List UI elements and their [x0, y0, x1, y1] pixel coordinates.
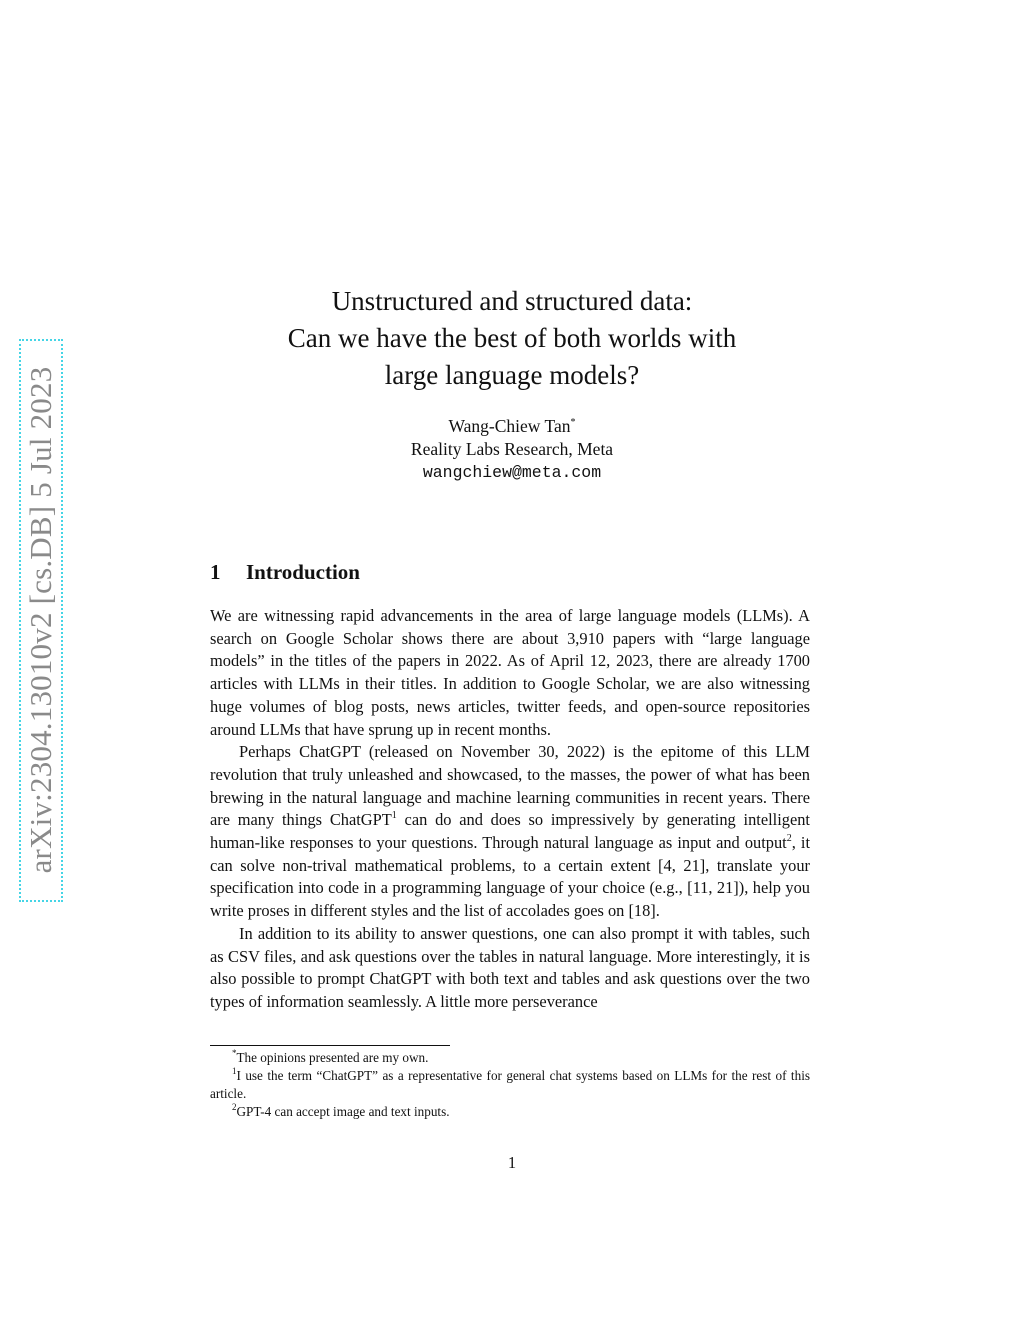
paragraph-2-part-1: Perhaps ChatGPT (released on November 30, 2022) is the epitome of this LLM revolution that truly unleashed and showcased, to the masses, the power of what has been brewing in the natural language and machine learning communities in recent years. There are many things ChatGPT: [210, 742, 810, 830]
paragraph-2: [210, 741, 810, 923]
section-heading: [210, 560, 360, 585]
footnote-mark: *: [232, 1048, 237, 1058]
footnote-ref-2: 2: [786, 833, 792, 845]
footnote-item: [210, 1103, 810, 1121]
author-name: Wang-Chiew Tan: [448, 416, 571, 436]
paragraph-1: We are witnessing rapid advancements in the area of large language models (LLMs). A search on Google Scholar shows there are about 3,910 papers with “large language models” in the titles of the papers in 2022. As of April 12, 2023, there are already 1700 articles with LLMs in their titles. In addition to Google Scholar, we are also witnessing huge volumes of blog posts, news articles, twitter feeds, and open-source repositories around LLMs that have sprung up in recent months.: [210, 606, 810, 739]
footnote-ref-1: 1: [391, 810, 397, 822]
page-number: 1: [507, 1153, 517, 1172]
body-text: [210, 605, 810, 1014]
footnote-mark: 1: [232, 1066, 237, 1076]
paragraph-2-part-3: , it can solve non-trival mathematical problems, to a certain extent [4, 21], translate your specification into code in a programming language of your choice (e.g., [11, 21]), help you write proses in different styles and the list of accolades goes on [18].: [210, 833, 810, 921]
author-footnote-mark: *: [570, 417, 576, 428]
paragraph-3: In addition to its ability to answer questions, one can also prompt it with tables, such as CSV files, and ask questions over the tables in natural language. More interestingly, it is also possible to prompt ChatGPT with both text and tables and ask questions over the two types of information seamlessly. A little more perseverance: [210, 923, 810, 1011]
author-affiliation: Reality Labs Research, Meta: [410, 439, 614, 459]
footnote-text: I use the term “ChatGPT” as a representative for general chat systems based on LLMs for the rest of this article.: [210, 1068, 810, 1101]
footnote-text: The opinions presented are my own.: [236, 1050, 429, 1065]
section-title: Introduction: [246, 560, 360, 584]
footnote-rule: [210, 1045, 450, 1046]
footnote-item: [210, 1049, 810, 1067]
author-block: [0, 415, 1024, 484]
footnote-mark: 2: [232, 1102, 237, 1112]
title-line-1: Unstructured and structured data:: [331, 286, 693, 316]
title-line-3: large language models?: [384, 360, 640, 390]
footnote-text: GPT-4 can accept image and text inputs.: [236, 1104, 450, 1119]
section-number: 1: [210, 560, 221, 584]
footnotes: [210, 1049, 810, 1121]
paragraph-2-part-2: can do and does so impressively by generating intelligent human-like responses to your questions. Through natural language as input and output: [210, 810, 810, 853]
footnote-item: [210, 1067, 810, 1103]
title-line-2: Can we have the best of both worlds with: [287, 323, 737, 353]
author-email: wangchiew@meta.com: [422, 463, 602, 482]
paper-title: [0, 283, 1024, 394]
arxiv-identifier: arXiv:2304.13010v2 [cs.DB] 5 Jul 2023: [23, 366, 58, 874]
